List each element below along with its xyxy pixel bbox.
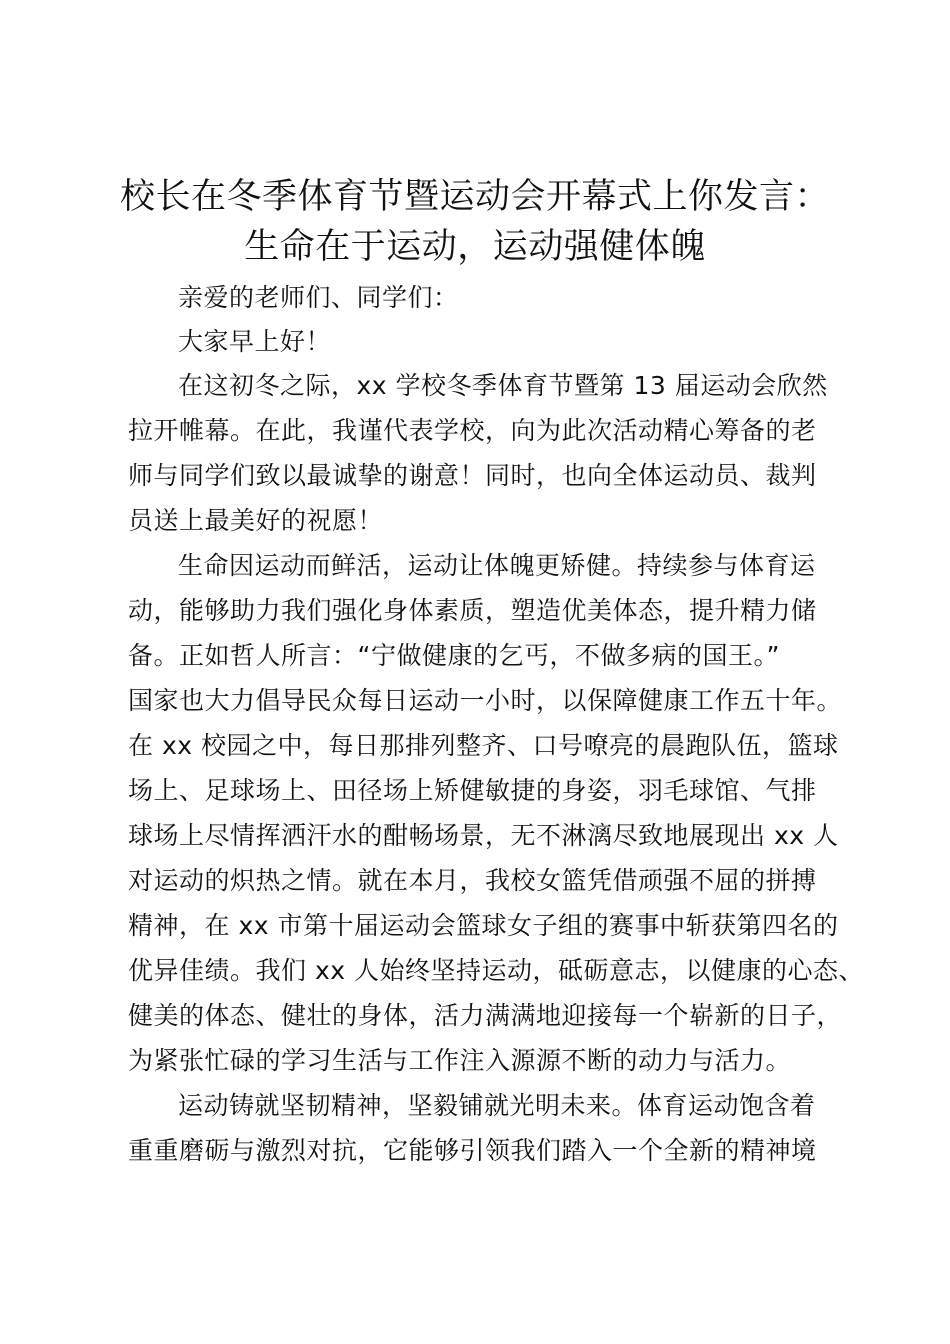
paragraph-2-line: 精神，在 xx 市第十届运动会篮球女子组的赛事中斩获第四名的 xyxy=(128,911,839,940)
paragraph-2-line: 优异佳绩。我们 xx 人始终坚持运动，砥砺意志，以健康的心态、 xyxy=(128,956,864,985)
paragraph-2-line: 球场上尽情挥洒汗水的酣畅场景，无不淋漓尽致地展现出 xx 人 xyxy=(128,821,839,850)
paragraph-3-line: 重重磨砺与激烈对抗，它能够引领我们踏入一个全新的精神境 xyxy=(128,1136,817,1165)
paragraph-1-line: 师与同学们致以最诚挚的谢意！同时，也向全体运动员、裁判 xyxy=(128,461,817,490)
document-title-line-1: 校长在冬季体育节暨运动会开幕式上你发言： xyxy=(119,177,830,217)
paragraph-2-line: 场上、足球场上、田径场上矫健敏捷的身姿，羽毛球馆、气排 xyxy=(128,776,817,805)
paragraph-3-line: 运动铸就坚韧精神，坚毅铺就光明未来。体育运动饱含着 xyxy=(178,1091,816,1120)
salutation: 亲爱的老师们、同学们： xyxy=(178,283,459,312)
paragraph-2-line: 国家也大力倡导民众每日运动一小时，以保障健康工作五十年。 xyxy=(128,686,843,715)
paragraph-2-line: 动，能够助力我们强化身体素质，塑造优美体态，提升精力储 xyxy=(128,596,817,625)
paragraph-1-line: 拉开帷幕。在此，我谨代表学校，向为此次活动精心筹备的老 xyxy=(128,416,817,445)
paragraph-2-line: 健美的体态、健壮的身体，活力满满地迎接每一个崭新的日子， xyxy=(128,1001,843,1030)
paragraph-2-line: 为紧张忙碌的学习生活与工作注入源源不断的动力与活力。 xyxy=(128,1046,792,1075)
paragraph-2-line: 生命因运动而鲜活，运动让体魄更矫健。持续参与体育运 xyxy=(178,551,816,580)
document-title-line-2: 生命在于运动，运动强健体魄 xyxy=(244,227,706,267)
paragraph-2-line: 对运动的炽热之情。就在本月，我校女篮凭借顽强不屈的拼搏 xyxy=(128,866,817,895)
paragraph-2-line: 在 xx 校园之中，每日那排列整齐、口号嘹亮的晨跑队伍，篮球 xyxy=(128,731,839,760)
greeting: 大家早上好！ xyxy=(178,327,332,356)
paragraph-1-line: 在这初冬之际，xx 学校冬季体育节暨第 13 届运动会欣然 xyxy=(178,371,828,400)
paragraph-2-line: 备。正如哲人所言：“宁做健康的乞丐，不做多病的国王。” xyxy=(128,641,780,670)
paragraph-1-line: 员送上最美好的祝愿！ xyxy=(128,506,384,535)
